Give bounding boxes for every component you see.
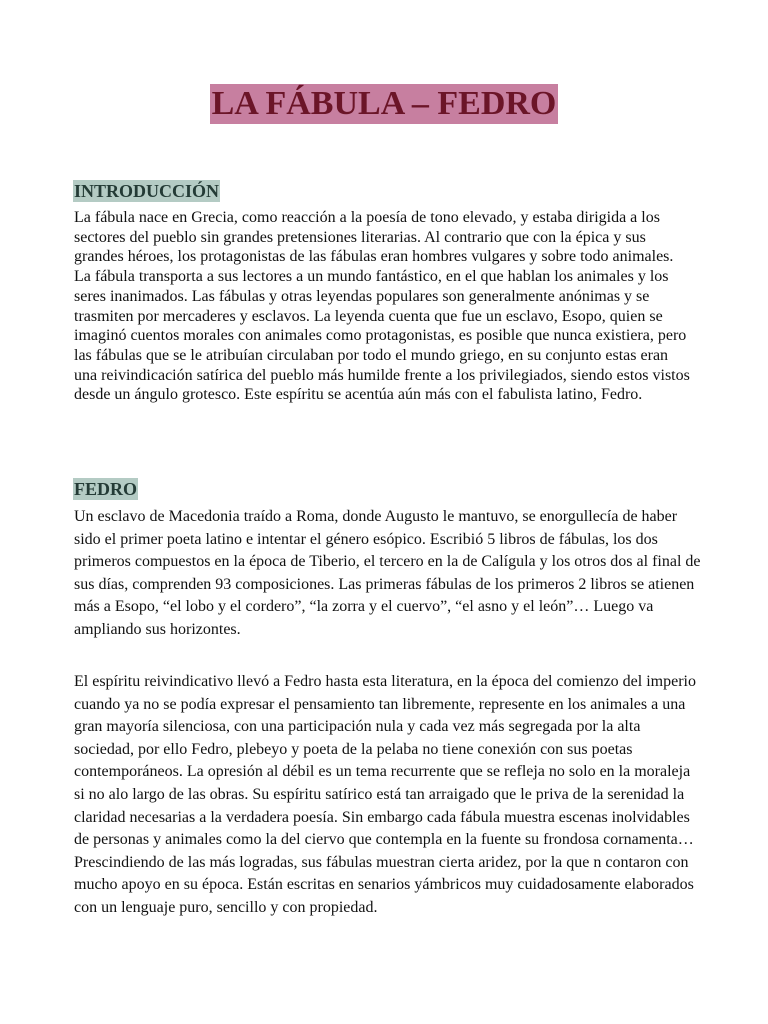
title-container: [0, 84, 768, 124]
section-heading-introduccion: INTRODUCCIÓN: [74, 181, 220, 201]
fedro-paragraph-2: El espíritu reivindicativo llevó a Fedro hasta esta literatura, en la época del comienzo del imperio cuando ya no se podía expresar el pensamiento tan libremente, represente en los animales a una gran mayoría silenciosa, con una participación nula y cada vez más segregada por la alta sociedad, por ello Fedro, plebeyo y poeta de la pelaba no tiene conexión con sus poetas contemporáneos. La opresión al débil es un tema recurrente que se refleja no solo en la moraleja si no alo largo de las obras. Su espíritu satírico está tan arraigado que le priva de la serenidad la claridad necesarias a la verdadera poesía. Sin embargo cada fábula muestra escenas inolvidables de personas y animales como la del ciervo que contempla en la fuente su frondosa cornamenta… Prescindiendo de las más logradas, sus fábulas muestran cierta aridez, por la que n contaron con mucho apoyo en su época. Están escritas en senarios yámbricos muy cuidadosamente elaborados con un lenguaje puro, sencillo y con propiedad.: [74, 673, 696, 916]
intro-paragraph: La fábula nace en Grecia, como reacción a la poesía de tono elevado, y estaba dirigida a los sectores del pueblo sin grandes pretensiones literarias. Al contrario que con la épica y sus grandes héroes, los protagonistas de las fábulas eran hombres vulgares y sobre todo animales. La fábula transporta a sus lectores a un mundo fantástico, en el que hablan los animales y los seres inanimados. Las fábulas y otras leyendas populares son generalmente anónimas y se trasmiten por mercaderes y esclavos. La leyenda cuenta que fue un esclavo, Esopo, quien se imaginó cuentos morales con animales como protagonistas, es posible que nunca existiera, pero las fábulas que se le atribuían circulaban por todo el mundo griego, en su conjunto estas eran una reivindicación satírica del pueblo más humilde frente a los privilegiados, siendo estos vistos desde un ángulo grotesco. Este espíritu se acentúa aún más con el fabulista latino, Fedro.: [74, 209, 690, 404]
fedro-paragraph-1: Un esclavo de Macedonia traído a Roma, donde Augusto le mantuvo, se enorgullecía de haber sido el primer poeta latino e intentar el género esópico. Escribió 5 libros de fábulas, los dos primeros compuestos en la época de Tiberio, el tercero en la de Calígula y los otros dos al final de sus días, comprenden 93 composiciones. Las primeras fábulas de los primeros 2 libros se atienen más a Esopo, “el lobo y el cordero”, “la zorra y el cuervo”, “el asno y el león”… Luego va ampliando sus horizontes.: [74, 508, 701, 638]
section-heading-fedro: FEDRO: [74, 479, 137, 499]
document-title: LA FÁBULA – FEDRO: [211, 85, 557, 122]
